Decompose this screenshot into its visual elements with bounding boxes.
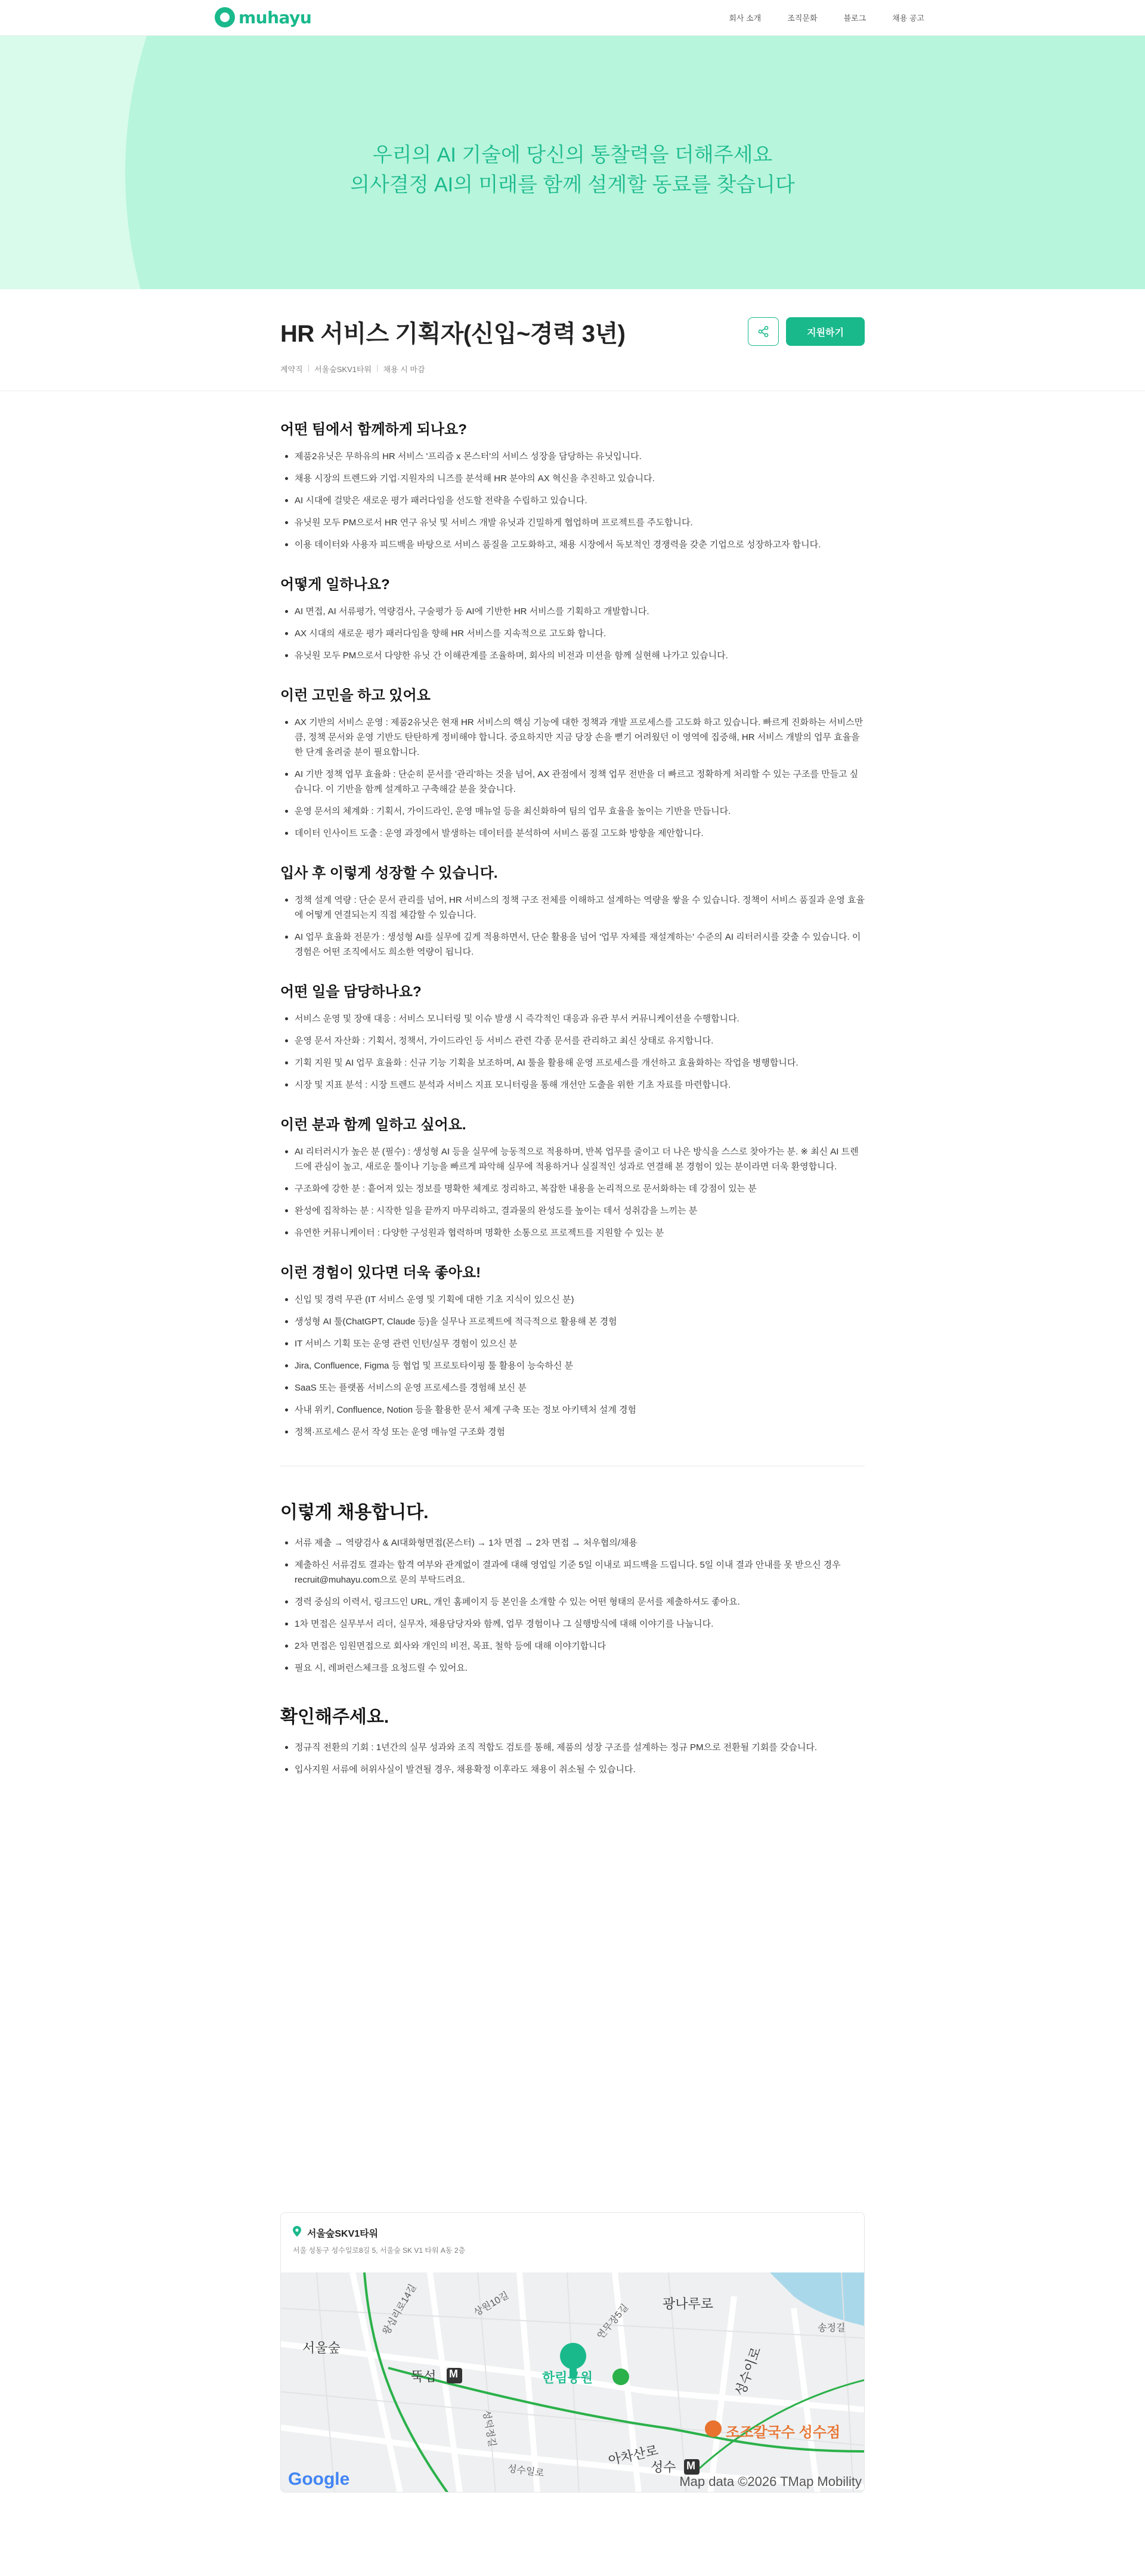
list-item: 생성형 AI 툴(ChatGPT, Claude 등)을 실무나 프로젝트에 적극적으로 활용해 본 경험 [280,1314,865,1329]
list-item: AX 기반의 서비스 운영 : 제품2유닛은 현재 HR 서비스의 핵심 기능에 대한 정책과 개발 프로세스를 고도화 하고 있습니다. 빠르게 진화하는 서비스만큼, 정책 문서와 운영 기반도 탄탄하게 정비해야 합니다. 중요하지만 지금 당장 손을 뻗기 어려웠던 이 영역에 집중해, HR 서비스 개발의 업무 효율을 한 단계 올려줄 분이 필요합니다. [280,715,865,760]
list-item: 유닛원 모두 PM으로서 다양한 유닛 간 이해관계를 조율하며, 회사의 비전과 미션을 함께 실현해 나가고 있습니다. [280,648,865,663]
list-item: IT 서비스 기획 또는 운영 관련 인턴/실무 경험이 있으신 분 [280,1336,865,1351]
list-item: 사내 위키, Confluence, Notion 등을 활용한 문서 체계 구축 또는 정보 아키텍처 설계 경험 [280,1402,865,1417]
section-heading: 입사 후 이렇게 성장할 수 있습니다. [280,865,498,881]
map-view[interactable] [281,2272,865,2493]
map-marker-icon [560,2343,586,2369]
map-label-restaurant: 조조칼국수 성수점 [726,2425,841,2441]
map-label-hangrim: 한림공원 [542,2370,593,2385]
hero-banner [0,36,1145,289]
list-item: AI 업무 효율화 전문가 : 생성형 AI를 실무에 깊게 적용하면서, 단순 활용을 넘어 '업무 자체를 재설계하는' 수준의 AI 리터러시를 갖출 수 있습니다. 이 경험은 어떤 조직에서도 희소한 역량이 됩니다. [280,930,865,959]
map-label-seongsuiro: 성수이로 [732,2345,764,2398]
nav-culture[interactable]: 조직문화 [787,14,818,23]
list-item: AI 리터러시가 높은 분 (필수) : 생성형 AI 등을 실무에 능동적으로 적용하며, 반복 업무를 줄이고 더 나은 방식을 스스로 찾아가는 분. ※ 최신 AI 트렌드에 관심이 높고, 새로운 툴이나 기능을 빠르게 파악해 실무에 적용하거나 실질적인 성과로 연결해 본 경험이 있는 분이라면 더욱 환영합니다. [280,1144,865,1174]
map-label-wangsimni: 왕십리로14길 [381,2283,419,2337]
logo-text: muhayu [239,7,312,27]
tag-separator: | [307,363,310,372]
location-pin-icon [293,2226,301,2237]
list-item: 서류 제출 → 역량검사 & AI대화형면접(몬스터) → 1차 면접 → 2차 면접 → 처우협의/채용 [280,1535,865,1550]
list-item: 완성에 집착하는 분 : 시작한 일을 끝까지 마무리하고, 결과물의 완성도를 높이는 데서 성취감을 느끼는 분 [280,1203,865,1218]
section-heading: 어떻게 일하나요? [280,577,390,593]
list-item: 제품2유닛은 무하유의 HR 서비스 '프리즘 x 몬스터'의 서비스 성장을 담당하는 유닛입니다. [280,449,865,464]
restaurant-icon [705,2420,722,2437]
section-heading: 이런 분과 함께 일하고 싶어요. [280,1117,466,1133]
hero-text [0,140,1145,200]
list-item: AI 시대에 걸맞은 새로운 평가 패러다임을 선도할 전략을 수립하고 있습니다. [280,493,865,508]
list-item: Jira, Confluence, Figma 등 협업 및 프로토타이핑 툴 활용이 능숙하신 분 [280,1358,865,1373]
hiring-list [280,1535,865,1676]
apply-button[interactable]: 지원하기 [786,317,865,346]
location-address: 서울 성동구 성수일로8길 5, 서울숲 SK V1 타워 A동 2층 [293,2246,466,2255]
list-item: 정책 설계 역량 : 단순 문서 관리를 넘어, HR 서비스의 정책 구조 전체를 이해하고 설계하는 역량을 쌓을 수 있습니다. 정책이 서비스 품질과 운영 효율에 어떻게 연결되는지 직접 체감할 수 있습니다. [280,893,865,922]
hiring-heading: 이렇게 채용합니다. [280,1503,429,1522]
logo[interactable] [215,7,311,27]
map-label-subway-m: M [449,2368,458,2380]
map-label-ttukseom: 뚝섬 [411,2369,437,2384]
section-list [280,604,865,663]
google-logo: Google [288,2469,350,2489]
section-heading: 이런 경험이 있다면 더욱 좋아요! [280,1265,481,1281]
list-item: 운영 문서 자산화 : 기획서, 정책서, 가이드라인 등 서비스 관련 각종 문서를 관리하고 최신 상태로 유지합니다. [280,1033,865,1048]
list-item: 시장 및 지표 분석 : 시장 트렌드 분석과 서비스 지표 모니터링을 통해 개선안 도출을 위한 기초 자료를 마련합니다. [280,1078,865,1092]
map-label-seoulsup: 서울숲 [302,2340,341,2355]
list-item: AI 면접, AI 서류평가, 역량검사, 구술평가 등 AI에 기반한 HR 서비스를 기획하고 개발합니다. [280,604,865,619]
map-label-songjeong: 송정길 [818,2323,846,2333]
map-label-seongsu: 성수 [651,2460,676,2475]
job-title: HR 서비스 기획자(신입~경력 3년) [280,321,626,347]
tag-location: 서울숲SKV1타워 [314,365,372,374]
section-list [280,1011,865,1092]
section-list [280,449,865,552]
notice-heading: 확인해주세요. [280,1707,389,1727]
list-item: 경력 중심의 이력서, 링크드인 URL, 개인 홈페이지 등 본인을 소개할 수 있는 어떤 형태의 문서를 제출하셔도 좋아요. [280,1594,865,1609]
section-list [280,1144,865,1240]
notice-list [280,1740,865,1777]
hero-line-1: 우리의 AI 기술에 당신의 통찰력을 더해주세요 [372,144,773,166]
tag-employment-type: 계약직 [280,365,303,374]
map-label-ttukseom10: 상원10길 [472,2290,511,2318]
nav-company[interactable]: 회사 소개 [729,14,762,23]
map-label-yeonmu: 연무장5길 [595,2302,631,2342]
section-heading: 어떤 팀에서 함께하게 되나요? [280,422,467,438]
logo-mark-icon [215,7,235,27]
list-item: 2차 면접은 임원면접으로 회사와 개인의 비전, 목표, 철학 등에 대해 이야기합니다 [280,1639,865,1654]
location-card [280,2212,865,2493]
site-header [0,0,1145,36]
list-item: 입사지원 서류에 허위사실이 발견될 경우, 채용확정 이후라도 채용이 취소될 수 있습니다. [280,1762,865,1777]
share-button[interactable] [748,317,779,346]
map-label-seongsuilro: 성수일로 [506,2463,545,2479]
section-list [280,715,865,841]
location-name: 서울숲SKV1타워 [307,2229,379,2239]
map-credit: Map data ©2026 TMap Mobility [679,2474,862,2489]
section-heading: 어떤 일을 담당하나요? [280,984,422,1000]
map-label-seongdeok: 성덕정길 [481,2409,497,2448]
map-label-achasanro: 아차산로 [606,2442,660,2468]
tag-separator: | [376,363,379,372]
list-item: 구조화에 강한 분 : 흩어져 있는 정보를 명확한 체계로 정리하고, 복잡한 내용을 논리적으로 문서화하는 데 강점이 있는 분 [280,1181,865,1196]
map-label-subway-m: M [686,2460,695,2472]
nav-jobs[interactable]: 채용 공고 [892,14,924,23]
list-item: 서비스 운영 및 장애 대응 : 서비스 모니터링 및 이슈 발생 시 즉각적인 대응과 유관 부서 커뮤니케이션을 수행합니다. [280,1011,865,1026]
list-item: 운영 문서의 체계화 : 기획서, 가이드라인, 운영 매뉴얼 등을 최신화하여 팀의 업무 효율을 높이는 기반을 만듭니다. [280,804,865,819]
list-item: AX 시대의 새로운 평가 패러다임을 향해 HR 서비스를 지속적으로 고도화 합니다. [280,626,865,641]
list-item: 유연한 커뮤니케이터 : 다양한 구성원과 협력하며 명확한 소통으로 프로젝트를 지원할 수 있는 분 [280,1225,865,1240]
list-item: 1차 면접은 실무부서 리더, 실무자, 채용담당자와 함께, 업무 경험이나 그 실행방식에 대해 이야기를 나눕니다. [280,1617,865,1631]
list-item: 제출하신 서류검토 결과는 합격 여부와 관계없이 결과에 대해 영업일 기준 5일 이내로 피드백을 드립니다. 5일 이내 결과 안내를 못 받으신 경우 recruit@muhayu.com으로 문의 부탁드려요. [280,1558,865,1587]
list-item: 정규직 전환의 기회 : 1년간의 실무 성과와 조직 적합도 검토를 통해, 제품의 성장 구조를 설계하는 정규 PM으로 전환될 기회를 갖습니다. [280,1740,865,1755]
list-item: 이용 데이터와 사용자 피드백을 바탕으로 서비스 품질을 고도화하고, 채용 시장에서 독보적인 경쟁력을 갖춘 기업으로 성장하고자 합니다. [280,537,865,552]
section-list [280,1292,865,1439]
list-item: 채용 시장의 트렌드와 기업·지원자의 니즈를 분석해 HR 분야의 AX 혁신을 추진하고 있습니다. [280,471,865,486]
section-list [280,893,865,959]
park-icon [612,2368,629,2385]
tag-deadline: 채용 시 마감 [383,365,425,374]
list-item: 정책·프로세스 문서 작성 또는 운영 매뉴얼 구조화 경험 [280,1425,865,1439]
hero-line-2: 의사결정 AI의 미래를 함께 설계할 동료를 찾습니다 [350,174,795,196]
map-label-gwangnaru: 광나루로 [663,2296,714,2311]
share-icon [757,326,769,338]
job-tags [280,363,865,374]
nav-blog[interactable]: 블로그 [843,14,867,23]
list-item: 유닛원 모두 PM으로서 HR 연구 유닛 및 서비스 개발 유닛과 긴밀하게 협업하며 프로젝트를 주도합니다. [280,515,865,530]
list-item: 기획 지원 및 AI 업무 효율화 : 신규 기능 기획을 보조하며, AI 툴을 활용해 운영 프로세스를 개선하고 효율화하는 작업을 병행합니다. [280,1055,865,1070]
list-item: 신입 및 경력 무관 (IT 서비스 운영 및 기획에 대한 기초 지식이 있으신 분) [280,1292,865,1307]
job-content [280,417,865,1784]
list-item: 필요 시, 레퍼런스체크를 요청드릴 수 있어요. [280,1661,865,1676]
list-item: 데이터 인사이트 도출 : 운영 과정에서 발생하는 데이터를 분석하여 서비스 품질 고도화 방향을 제안합니다. [280,826,865,841]
main-nav [729,12,924,23]
list-item: SaaS 또는 플랫폼 서비스의 운영 프로세스를 경험해 보신 분 [280,1380,865,1395]
section-heading: 이런 고민을 하고 있어요 [280,688,431,704]
list-item: AI 기반 정책 업무 효율화 : 단순히 문서를 '관리'하는 것을 넘어, AX 관점에서 정책 업무 전반을 더 빠르고 정확하게 처리할 수 있는 구조를 만들고 싶습니다. 이 기반을 함께 설계하고 구축해갈 분을 찾습니다. [280,767,865,797]
location-header [281,2213,865,2272]
